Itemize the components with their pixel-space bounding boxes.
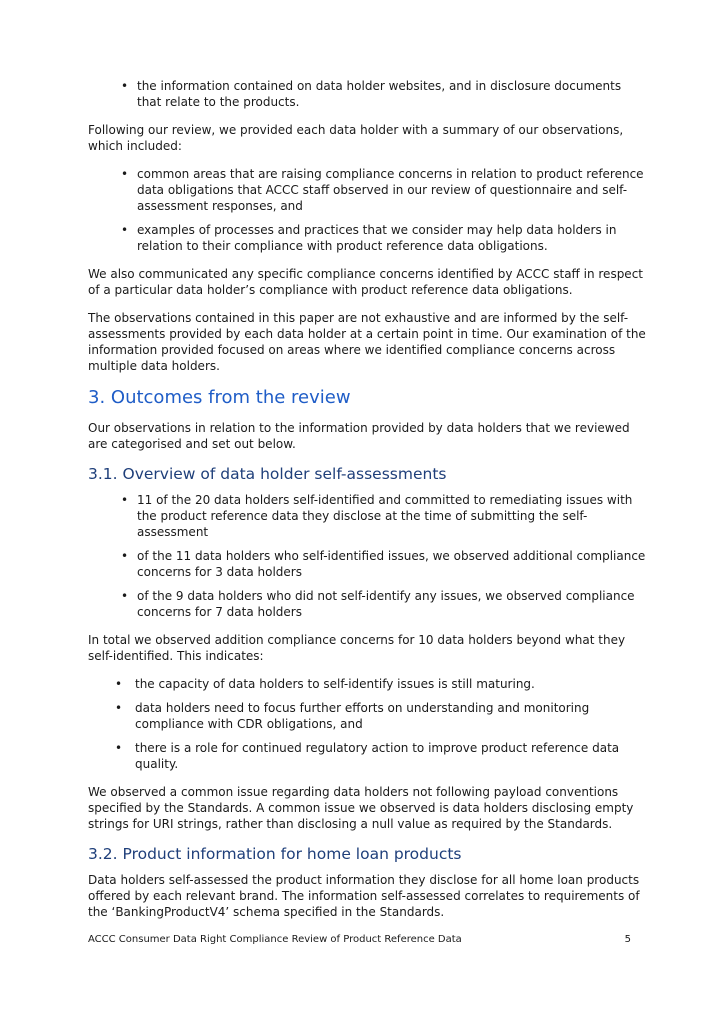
paragraph-following-review: Following our review, we provided each data holder with a summary of our observations, which included: <box>88 123 624 153</box>
list-item: • common areas that are raising compliance concerns in relation to product reference data obligations that ACCC staff observed in our review of questionnaire and self-assessment responses, and <box>88 166 648 214</box>
self-assessment-bullet-list <box>88 492 648 620</box>
document-body <box>88 78 648 932</box>
summary-bullet-list <box>88 166 648 254</box>
list-item: • data holders need to focus further efforts on understanding and monitoring compliance with CDR obligations, and <box>88 700 648 732</box>
footer-title: ACCC Consumer Data Right Compliance Review of Product Reference Data <box>88 934 462 945</box>
list-item: • examples of processes and practices that we consider may help data holders in relation to their compliance with product reference data obligations. <box>88 222 648 254</box>
page-footer <box>88 933 631 947</box>
paragraph-communicated: We also communicated any specific compliance concerns identified by ACCC staff in respect of a particular data holder’s compliance with product reference data obligations. <box>88 267 643 297</box>
section-3-intro: Our observations in relation to the information provided by data holders that we reviewed are categorised and set out below. <box>88 421 630 451</box>
list-item: • the capacity of data holders to self-identify issues is still maturing. <box>88 676 648 692</box>
page-number: 5 <box>624 934 631 945</box>
section-3-2-paragraph: Data holders self-assessed the product information they disclose for all home loan products offered by each relevant brand. The information self-assessed correlates to requirements of the ‘BankingProductV4’ schema specified in the Standards. <box>88 873 640 919</box>
intro-bullet-list <box>88 78 648 110</box>
list-item: • 11 of the 20 data holders self-identified and committed to remediating issues with the product reference data they disclose at the time of submitting the self-assessment <box>88 492 648 540</box>
paragraph-payload-conventions: We observed a common issue regarding data holders not following payload conventions specified by the Standards. A common issue we observed is data holders disclosing empty strings for URI strings, rather than disclosing a null value as required by the Standards. <box>88 785 634 831</box>
section-3-2-heading: 3.2. Product information for home loan products <box>88 845 462 863</box>
section-3-heading: 3. Outcomes from the review <box>88 387 351 408</box>
section-3-1-heading: 3.1. Overview of data holder self-assessments <box>88 465 447 483</box>
list-item: • there is a role for continued regulatory action to improve product reference data quality. <box>88 740 648 772</box>
list-item: • of the 9 data holders who did not self-identify any issues, we observed compliance concerns for 7 data holders <box>88 588 648 620</box>
paragraph-observations: The observations contained in this paper are not exhaustive and are informed by the self-assessments provided by each data holder at a certain point in time. Our examination of the information provided focused on areas where we identified compliance concerns across multiple data holders. <box>88 311 646 373</box>
paragraph-total-concerns: In total we observed addition compliance concerns for 10 data holders beyond what they self-identified. This indicates: <box>88 633 626 663</box>
list-item: • of the 11 data holders who self-identified issues, we observed additional compliance concerns for 3 data holders <box>88 548 648 580</box>
indicates-bullet-list <box>88 676 648 772</box>
list-item: • the information contained on data holder websites, and in disclosure documents that relate to the products. <box>88 78 648 110</box>
